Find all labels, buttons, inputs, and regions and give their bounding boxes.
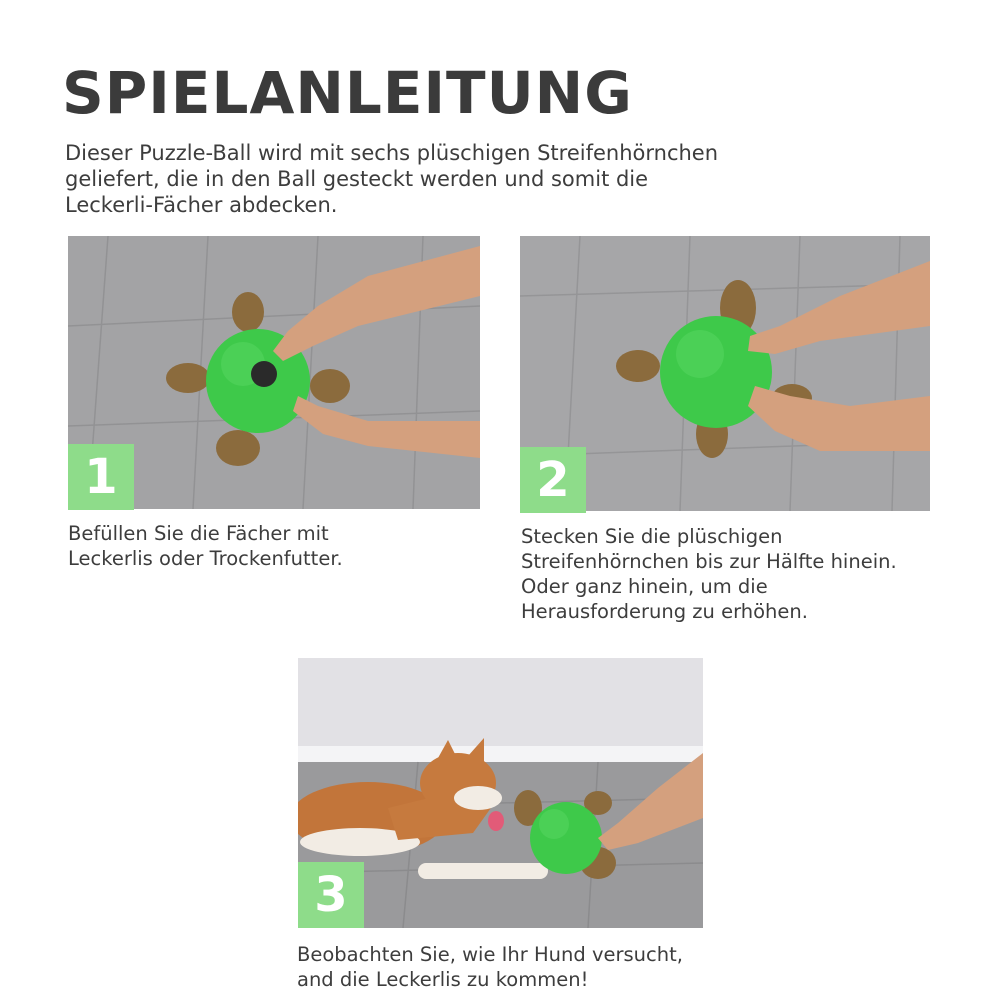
step-2-caption (521, 524, 897, 624)
caption-line: Leckerlis oder Trockenfutter. (68, 547, 343, 570)
step-1-caption (68, 521, 343, 571)
step-2-badge: 2 (520, 447, 586, 513)
caption-line: Streifenhörnchen bis zur Hälfte hinein. (521, 550, 897, 573)
caption-line: and die Leckerlis zu kommen! (297, 968, 589, 991)
caption-line: Befüllen Sie die Fächer mit (68, 522, 329, 545)
caption-line: Beobachten Sie, wie Ihr Hund versucht, (297, 943, 683, 966)
step-1-badge: 1 (68, 444, 134, 510)
step-3-badge: 3 (298, 862, 364, 928)
intro-line: Dieser Puzzle-Ball wird mit sechs plüschigen Streifenhörnchen (65, 141, 719, 165)
step-3-caption (297, 942, 683, 992)
caption-line: Herausforderung zu erhöhen. (521, 600, 808, 623)
intro-line: geliefert, die in den Ball gesteckt werden und somit die (65, 167, 649, 191)
intro-line: Leckerli-Fächer abdecken. (65, 193, 338, 217)
page-title: SPIELANLEITUNG (62, 59, 633, 127)
intro-text (65, 140, 945, 218)
caption-line: Stecken Sie die plüschigen (521, 525, 783, 548)
caption-line: Oder ganz hinein, um die (521, 575, 768, 598)
